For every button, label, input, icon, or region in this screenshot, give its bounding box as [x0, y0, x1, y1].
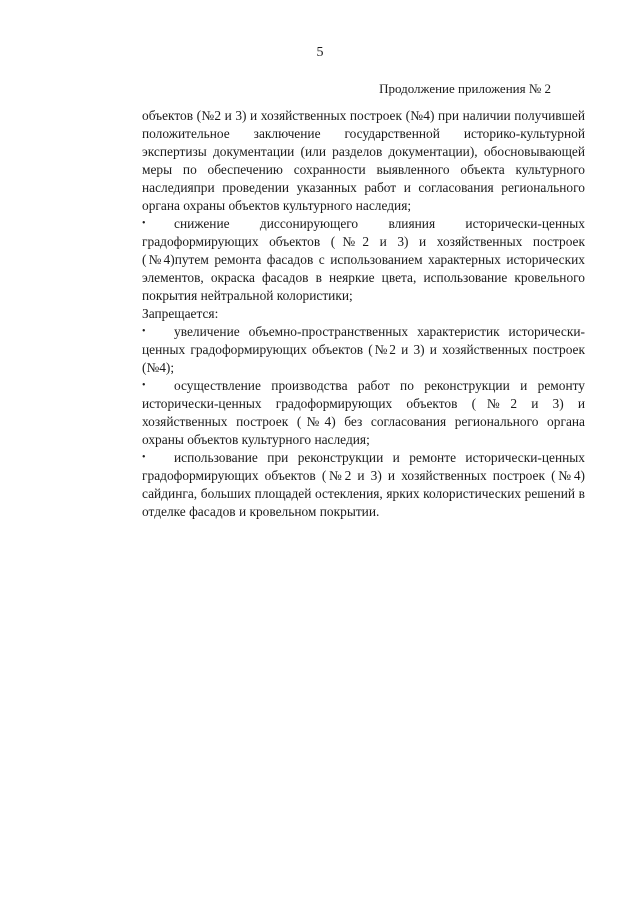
list-item-volume-increase: [142, 323, 585, 377]
document-body: [142, 107, 585, 521]
list-item-text: осуществление производства работ по реконструкции и ремонту исторически-ценных градоформирующих объектов (№2 и 3) и хозяйственных построек (№4) без согласования регионального органа охраны объектов культурного наследия;: [142, 378, 585, 447]
list-item-text: увеличение объемно-пространственных характеристик исторически-ценных градоформирующих объектов (№2 и 3) и хозяйственных построек (№4);: [142, 324, 585, 375]
list-item-text: снижение диссонирующего влияния исторически-ценных градоформирующих объектов (№2 и 3) и хозяйственных построек (№4)путем ремонта фасадов с использованием характерных исторических элементов, окраска фасадов в неяркие цвета, использование кровельного покрытия нейтральной колористики;: [142, 216, 585, 303]
section-heading-prohibited: Запрещается:: [142, 306, 219, 321]
page-number: 5: [316, 45, 324, 60]
bullet-icon: •: [142, 326, 146, 337]
list-item-text: использование при реконструкции и ремонте исторически-ценных градоформирующих объектов (№2 и 3) и хозяйственных построек (№4) сайдинга, больших площадей остекления, ярких колористических решений в отделке фасадов и кровельном покрытии.: [142, 450, 585, 519]
list-item-siding-glazing: [142, 449, 585, 521]
appendix-continuation-label: Продолжение приложения № 2: [379, 81, 551, 96]
bullet-icon: •: [142, 218, 146, 229]
bullet-icon: •: [142, 380, 146, 391]
bullet-icon: •: [142, 452, 146, 463]
list-item-reconstruction-works: [142, 377, 585, 449]
list-item-reduce-dissonance: [142, 215, 585, 305]
paragraph-conditions: объектов (№2 и 3) и хозяйственных построек (№4) при наличии получившей положительное заключение государственной историко-культурной экспертизы документации (или разделов документации), обосновывающей меры по обеспечению сохранности выявленного объекта культурного наследияпри проведении указанных работ и согласования регионального органа охраны объектов культурного наследия;: [142, 108, 585, 213]
